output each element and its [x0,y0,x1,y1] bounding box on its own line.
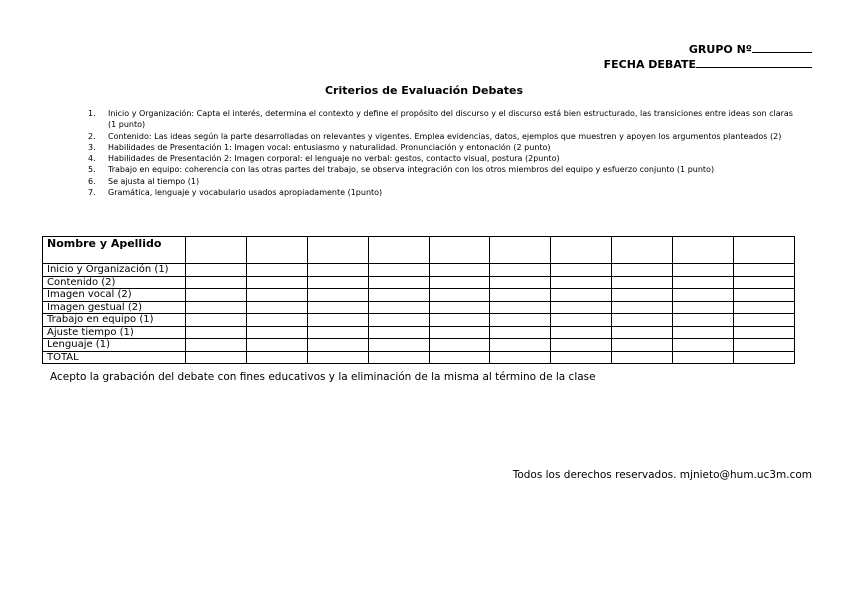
score-cell[interactable] [307,326,368,339]
score-cell[interactable] [368,351,429,364]
score-cell[interactable] [734,351,795,364]
score-cell[interactable] [368,314,429,327]
criteria-item [88,164,800,175]
name-entry-cell[interactable] [368,237,429,264]
score-cell[interactable] [246,314,307,327]
score-cell[interactable] [673,339,734,352]
score-cell[interactable] [673,301,734,314]
score-cell[interactable] [307,264,368,277]
criteria-number: 5. [88,165,96,175]
score-cell[interactable] [673,289,734,302]
score-cell[interactable] [734,264,795,277]
score-cell[interactable] [673,276,734,289]
score-cell[interactable] [429,276,490,289]
table-row [43,326,795,339]
score-cell[interactable] [429,314,490,327]
score-cell[interactable] [186,326,247,339]
score-cell[interactable] [673,351,734,364]
header-fields [604,42,812,72]
name-entry-cell[interactable] [673,237,734,264]
fecha-blank[interactable] [696,57,812,68]
score-cell[interactable] [429,351,490,364]
table-row [43,351,795,364]
criteria-text: Trabajo en equipo: coherencia con las otras partes del trabajo, se observa integración con los otros miembros del equipo y esfuerzo conjunto (1 punto) [108,165,715,175]
score-cell[interactable] [612,289,673,302]
score-cell[interactable] [307,351,368,364]
grupo-blank[interactable] [752,42,812,53]
name-entry-cell[interactable] [307,237,368,264]
row-label: Imagen vocal (2) [43,289,186,302]
score-cell[interactable] [246,276,307,289]
name-entry-cell[interactable] [186,237,247,264]
score-cell[interactable] [673,326,734,339]
row-label: Imagen gestual (2) [43,301,186,314]
score-cell[interactable] [246,289,307,302]
table-row [43,276,795,289]
score-cell[interactable] [429,264,490,277]
score-cell[interactable] [186,264,247,277]
row-label: Ajuste tiempo (1) [43,326,186,339]
score-cell[interactable] [551,301,612,314]
criteria-list [88,108,800,198]
score-cell[interactable] [673,264,734,277]
fecha-label: FECHA DEBATE [603,58,696,71]
score-cell[interactable] [307,314,368,327]
score-cell[interactable] [551,289,612,302]
score-cell[interactable] [246,326,307,339]
criteria-number: 2. [88,131,96,141]
score-cell[interactable] [490,351,551,364]
score-cell[interactable] [612,276,673,289]
score-cell[interactable] [551,276,612,289]
table-row [43,339,795,352]
criteria-number: 7. [88,188,96,198]
score-cell[interactable] [612,314,673,327]
score-cell[interactable] [673,314,734,327]
score-cell[interactable] [612,326,673,339]
table-row [43,289,795,302]
score-cell[interactable] [734,276,795,289]
name-entry-cell[interactable] [734,237,795,264]
score-cell[interactable] [429,289,490,302]
score-cell[interactable] [246,339,307,352]
score-cell[interactable] [490,314,551,327]
criteria-number: 6. [88,176,96,186]
score-cell[interactable] [734,326,795,339]
criteria-text: Gramática, lenguaje y vocabulario usados apropiadamente (1punto) [108,188,383,198]
score-cell[interactable] [307,339,368,352]
score-cell[interactable] [186,301,247,314]
document-title: Criterios de Evaluación Debates [324,84,524,97]
score-cell[interactable] [429,326,490,339]
name-entry-cell[interactable] [551,237,612,264]
score-cell[interactable] [551,264,612,277]
score-cell[interactable] [186,289,247,302]
score-cell[interactable] [186,314,247,327]
score-cell[interactable] [612,264,673,277]
score-cell[interactable] [734,301,795,314]
name-entry-cell[interactable] [246,237,307,264]
name-entry-cell[interactable] [490,237,551,264]
score-cell[interactable] [186,351,247,364]
criteria-item [88,131,800,142]
criteria-text: Inicio y Organización: Capta el interés, determina el contexto y define el propósito del discurso y el discurso está bien estructurado, las transiciones entre ideas son claras (1 punto) [108,109,793,130]
criteria-number: 3. [88,142,96,152]
row-label: TOTAL [43,351,186,364]
criteria-item [88,108,800,131]
score-cell[interactable] [246,264,307,277]
criteria-text: Habilidades de Presentación 2: Imagen corporal: el lenguaje no verbal: gestos, contacto visual, postura (2punto) [108,154,560,164]
evaluation-table [42,236,795,364]
score-cell[interactable] [186,339,247,352]
footer-rights: Todos los derechos reservados. mjnieto@hum.uc3m.com [512,469,812,481]
score-cell[interactable] [368,326,429,339]
score-cell[interactable] [734,339,795,352]
row-label: Contenido (2) [43,276,186,289]
score-cell[interactable] [490,289,551,302]
table-header-label: Nombre y Apellido [43,237,186,264]
row-label: Trabajo en equipo (1) [43,314,186,327]
score-cell[interactable] [368,289,429,302]
score-cell[interactable] [612,339,673,352]
score-cell[interactable] [490,276,551,289]
fecha-line [604,57,812,72]
score-cell[interactable] [246,351,307,364]
criteria-text: Habilidades de Presentación 1: Imagen vocal: entusiasmo y naturalidad. Pronunciación y entonación (2 punto) [108,142,551,152]
criteria-text: Se ajusta al tiempo (1) [108,176,200,186]
score-cell[interactable] [490,326,551,339]
score-cell[interactable] [307,276,368,289]
score-cell[interactable] [307,301,368,314]
score-cell[interactable] [246,301,307,314]
score-cell[interactable] [490,301,551,314]
criteria-number: 1. [88,109,96,118]
score-cell[interactable] [368,264,429,277]
score-cell[interactable] [612,351,673,364]
score-cell[interactable] [490,264,551,277]
score-cell[interactable] [612,301,673,314]
score-cell[interactable] [429,301,490,314]
table-row [43,314,795,327]
criteria-item [88,187,800,198]
criteria-item [88,176,800,187]
score-cell[interactable] [429,339,490,352]
name-entry-cell[interactable] [612,237,673,264]
row-label: Inicio y Organización (1) [43,264,186,277]
score-cell[interactable] [186,276,247,289]
score-cell[interactable] [551,326,612,339]
criteria-item [88,153,800,164]
score-cell[interactable] [490,339,551,352]
score-cell[interactable] [368,339,429,352]
grupo-label: GRUPO Nº [688,43,752,56]
score-cell[interactable] [551,314,612,327]
criteria-item [88,142,800,153]
score-cell[interactable] [551,351,612,364]
score-cell[interactable] [551,339,612,352]
table-row [43,264,795,277]
criteria-text: Contenido: Las ideas según la parte desarrolladas on relevantes y vigentes. Emplea evidencias, datos, ejemplos que muestren y apoyen los argumentos planteados (2) [108,131,782,141]
score-cell[interactable] [368,276,429,289]
consent-text: Acepto la grabación del debate con fines educativos y la eliminación de la misma al término de la clase [50,371,596,383]
grupo-line [604,42,812,57]
table-row [43,301,795,314]
score-cell[interactable] [307,289,368,302]
score-cell[interactable] [734,314,795,327]
name-entry-cell[interactable] [429,237,490,264]
table-header-row [43,237,795,264]
criteria-number: 4. [88,154,96,164]
row-label: Lenguaje (1) [43,339,186,352]
score-cell[interactable] [734,289,795,302]
score-cell[interactable] [368,301,429,314]
